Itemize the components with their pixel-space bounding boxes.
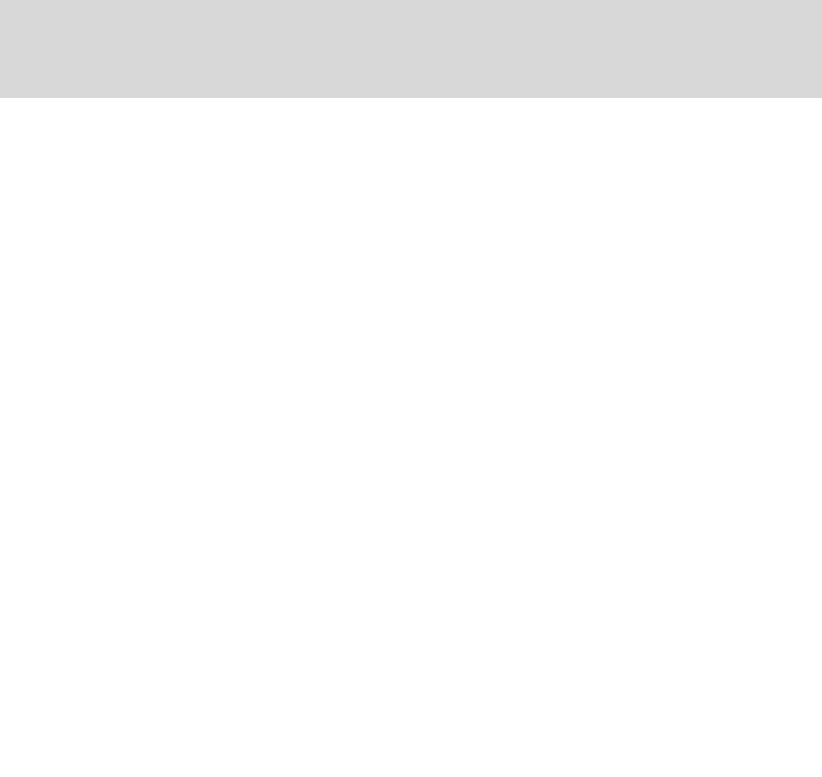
scan-info-header <box>0 0 822 98</box>
scan-charts <box>0 98 822 666</box>
